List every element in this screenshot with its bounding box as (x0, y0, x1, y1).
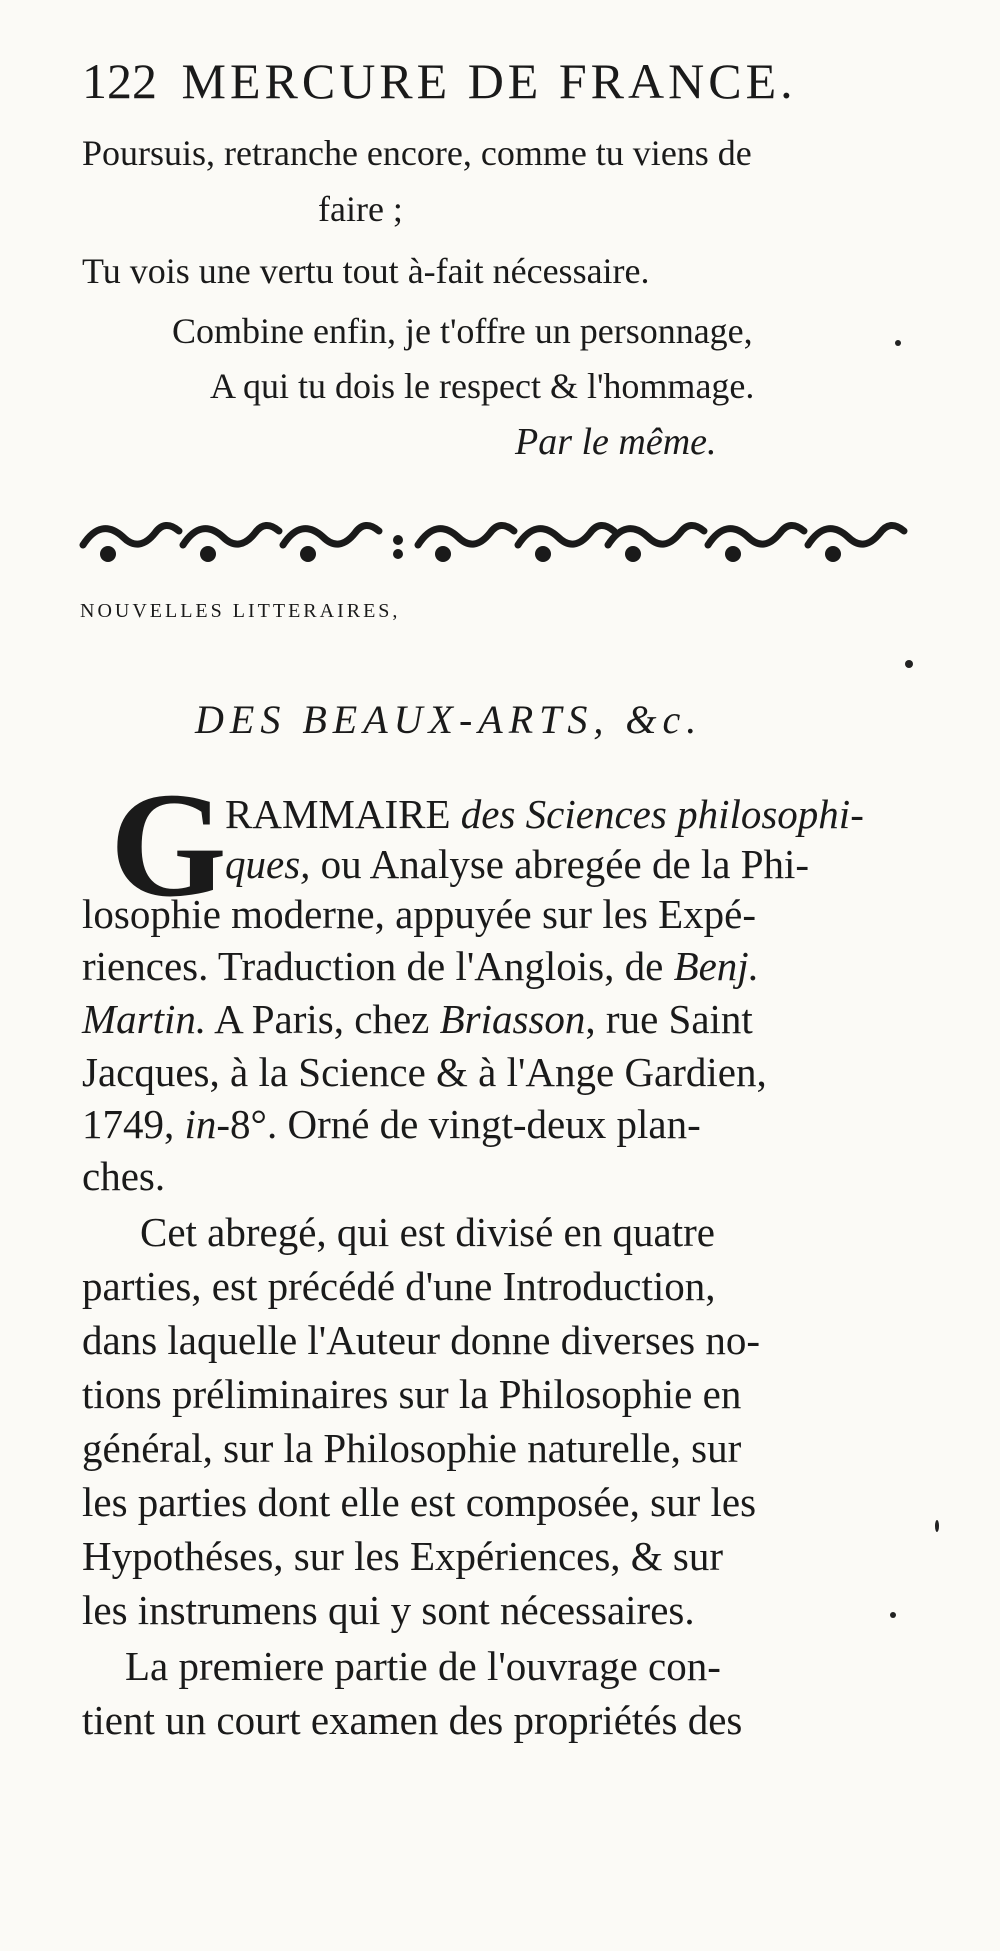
text-line: les instrumens qui y sont nécessaires. (82, 1587, 695, 1633)
verse-line: Tu vois une vertu tout à-fait nécessaire. (82, 251, 650, 291)
text-line: 1749, in-8°. Orné de vingt-deux plan- (82, 1101, 701, 1147)
text-line: RAMMAIRE des Sciences philosophi- (225, 791, 864, 837)
page-number: 122 (82, 53, 157, 109)
verse-line: A qui tu dois le respect & l'hommage. (210, 366, 755, 406)
text-line: Cet abregé, qui est divisé en quatre (140, 1209, 715, 1255)
verse-line: Combine enfin, je t'offre un personnage, (172, 311, 753, 351)
text-line: Martin. A Paris, chez Briasson, rue Saint (82, 996, 753, 1042)
text-line: ques, ou Analyse abregée de la Phi- (225, 841, 810, 887)
ink-speck (890, 1612, 896, 1618)
text-line: ches. (82, 1153, 166, 1199)
text-line: Hypothéses, sur les Expériences, & sur (82, 1533, 724, 1579)
text-line: riences. Traduction de l'Anglois, de Benj. (82, 943, 759, 989)
drop-cap: G (110, 762, 227, 928)
running-head (82, 52, 882, 110)
ink-speck (935, 1520, 939, 1532)
text-line: parties, est précédé d'une Introduction, (82, 1263, 716, 1309)
text-line: Jacques, à la Science & à l'Ange Gardien, (82, 1049, 767, 1095)
section-title: NOUVELLES LITTERAIRES, (80, 600, 401, 622)
text-line: La premiere partie de l'ouvrage con- (125, 1643, 721, 1689)
running-head-title: MERCURE DE FRANCE. (181, 53, 797, 109)
text-line: général, sur la Philosophie naturelle, sur (82, 1425, 742, 1471)
verse-line: Poursuis, retranche encore, comme tu viens de (82, 133, 752, 173)
section-subtitle: DES BEAUX-ARTS, &c. (195, 697, 703, 742)
text-line: tient un court examen des propriétés des (82, 1697, 743, 1743)
verse-line: faire ; (318, 189, 403, 229)
text-line: tions préliminaires sur la Philosophie en (82, 1371, 742, 1417)
poem-signature: Par le même. (515, 421, 717, 463)
text-line: dans laquelle l'Auteur donne diverses no- (82, 1317, 761, 1363)
ink-speck (895, 340, 901, 346)
ornamental-border (78, 510, 918, 570)
ink-speck (905, 660, 913, 668)
text-line: les parties dont elle est composée, sur les (82, 1479, 757, 1525)
text-line: losophie moderne, appuyée sur les Expé- (82, 891, 757, 937)
